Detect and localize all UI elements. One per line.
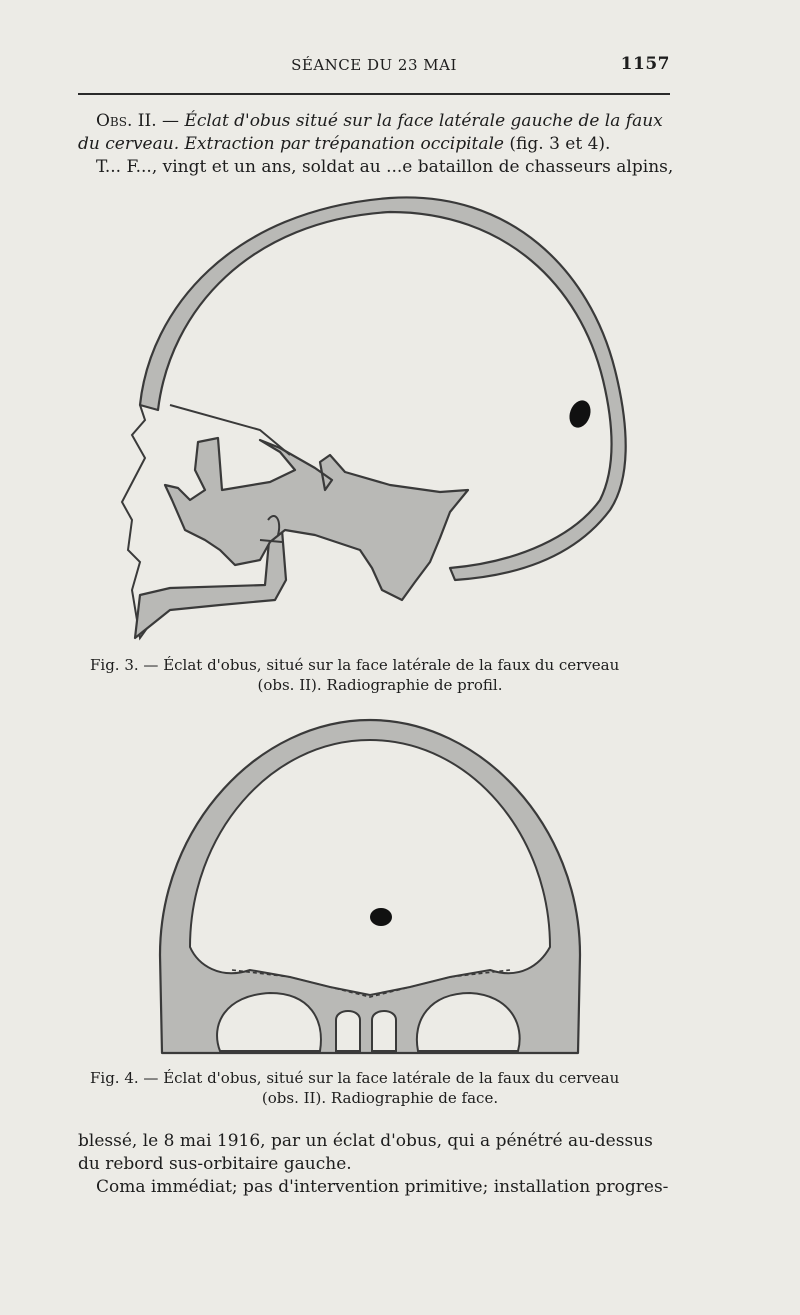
figure-3-caption-line1: Fig. 3. — Éclat d'obus, situé sur la face latérale de la faux du cerveau <box>90 656 620 674</box>
figure-4-caption <box>90 1068 670 1108</box>
obs-dash: — <box>156 111 185 131</box>
obs-title: Éclat d'obus situé sur la face latérale gauche de la faux du cerveau. Extraction par trépanation occipitale <box>78 111 663 154</box>
body-paragraph-2: Coma immédiat; pas d'intervention primitive; installation progres- <box>96 1177 669 1197</box>
figure-4-skull-face <box>150 715 590 1060</box>
obs-patient-line: T... F..., vingt et un ans, soldat au ...e bataillon de chasseurs alpins, <box>96 157 674 177</box>
header-rule <box>78 93 670 95</box>
figure-4-caption-line2: (obs. II). Radiographie de face. <box>261 1089 499 1107</box>
skull-base <box>165 438 468 600</box>
running-title: SÉANCE DU 23 MAI <box>291 56 457 74</box>
figure-3-caption <box>90 655 670 695</box>
observation-heading <box>78 110 674 179</box>
nasal-right <box>372 1011 396 1051</box>
obs-figure-ref: (fig. 3 et 4). <box>504 134 611 154</box>
shell-fragment-frontal <box>370 908 392 926</box>
figure-3-caption-line2: (obs. II). Radiographie de profil. <box>257 676 503 694</box>
nasal-left <box>336 1011 360 1051</box>
figure-3-skull-profile <box>110 190 650 660</box>
figure-4-caption-line1: Fig. 4. — Éclat d'obus, situé sur la face latérale de la faux du cerveau <box>90 1069 620 1087</box>
body-paragraph-1: blessé, le 8 mai 1916, par un éclat d'obus, qui a pénétré au-dessus du rebord sus-orbitaire gauche. <box>78 1131 653 1174</box>
body-text <box>78 1130 674 1199</box>
page-number: 1157 <box>620 54 670 74</box>
running-header <box>78 52 670 80</box>
shell-fragment <box>566 397 594 430</box>
obs-label: Obs. II. <box>96 111 157 131</box>
